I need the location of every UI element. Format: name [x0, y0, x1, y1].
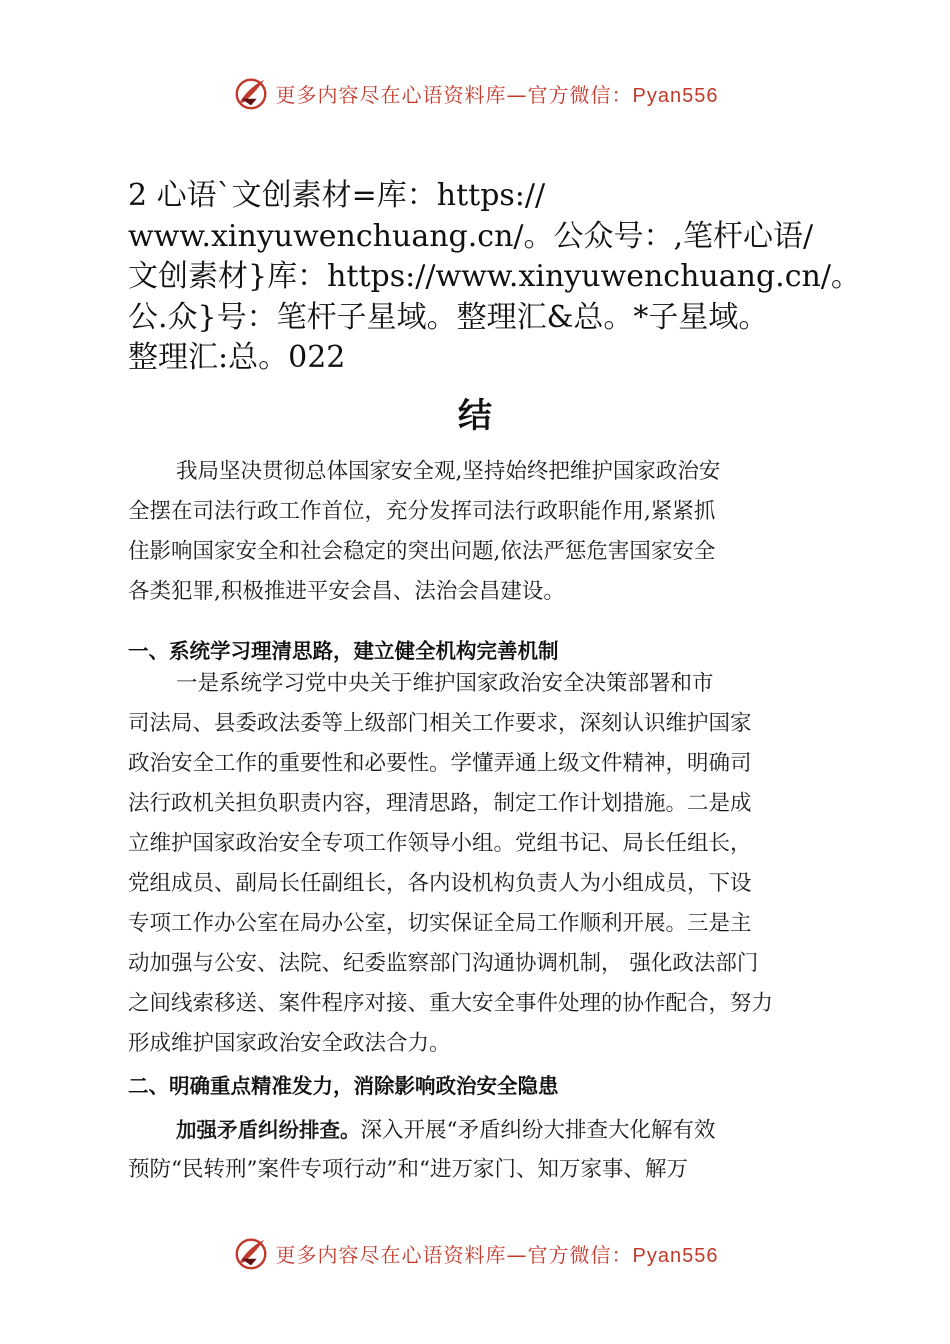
footer-banner [0, 1228, 950, 1278]
section-heading-1: 一、系统学习理清思路，建立健全机构完善机制 [128, 639, 559, 663]
text-line: 各类犯罪,积极推进平安会昌、法治会昌建设。 [128, 579, 565, 604]
section2-paragraph [128, 1110, 828, 1190]
text-line [128, 1110, 828, 1150]
text-line: 动加强与公安、法院、纪委监察部门沟通协调机制， 强化政法部门 [128, 951, 759, 976]
intro-line: 整理汇:总。022 [128, 340, 346, 375]
text-line: 全摆在司法行政工作首位，充分发挥司法行政职能作用,紧紧抓 [128, 499, 716, 524]
text-run: 深入开展“矛盾纠纷大排查大化解有效 [360, 1118, 716, 1143]
text-line: 我局坚决贯彻总体国家安全观,坚持始终把维护国家政治安 [176, 459, 721, 484]
intro-line: 公.众}号：笔杆子星域。整理汇&总。*子星域。 [128, 299, 769, 335]
text-line: 政治安全工作的重要性和必要性。学懂弄通上级文件精神，明确司 [128, 751, 752, 776]
intro-line: www.xinyuwenchuang.cn/。公众号：,笔杆心语/ [128, 218, 814, 254]
banner-text: 更多内容尽在心语资料库—官方微信：Pyan556 [275, 1242, 719, 1267]
text-line: 司法局、县委政法委等上级部门相关工作要求，深刻认识维护国家 [128, 711, 752, 736]
intro-line: 文创素材}库：https://www.xinyuwenchuang.cn/。 [128, 259, 861, 294]
text-line: 专项工作办公室在局办公室，切实保证全局工作顺利开展。三是主 [128, 911, 752, 936]
bold-lead-text: 加强矛盾纠纷排查。 [176, 1118, 361, 1142]
page-title: 结 [458, 396, 492, 436]
intro-line: 2 心语`文创素材=库：https:// [128, 178, 546, 213]
section-heading-2: 二、明确重点精准发力，消除影响政治安全隐患 [128, 1074, 559, 1098]
section1-paragraph [128, 664, 828, 1064]
text-line: 预防“民转刑”案件专项行动”和“进万家门、知万家事、解万 [128, 1157, 688, 1182]
summary-paragraph [128, 452, 828, 612]
text-line: 之间线索移送、案件程序对接、重大安全事件处理的协作配合，努力 [128, 991, 774, 1016]
text-line: 立维护国家政治安全专项工作领导小组。党组书记、局长任组长， [128, 831, 752, 856]
quill-logo-icon [232, 74, 270, 112]
text-line: 一是系统学习党中央关于维护国家政治安全决策部署和市 [176, 671, 714, 696]
quill-logo-icon [232, 1234, 270, 1272]
text-line: 形成维护国家政治安全政法合力。 [128, 1031, 451, 1056]
text-line: 法行政机关担负职责内容，理清思路，制定工作计划措施。二是成 [128, 791, 752, 816]
intro-text-block [128, 176, 861, 379]
text-line: 党组成员、副局长任副组长，各内设机构负责人为小组成员，下设 [128, 871, 752, 896]
header-banner [0, 68, 950, 118]
banner-text: 更多内容尽在心语资料库—官方微信：Pyan556 [275, 82, 719, 107]
text-line: 住影响国家安全和社会稳定的突出问题,依法严惩危害国家安全 [128, 539, 716, 564]
